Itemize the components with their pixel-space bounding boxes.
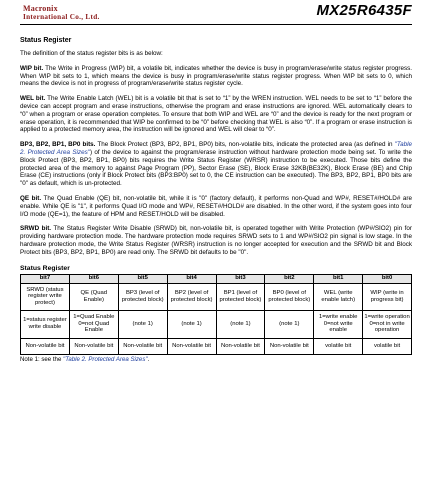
section-title: Status Register <box>20 37 72 44</box>
header-cell: bit4 <box>167 274 216 283</box>
table-cell: BP1 (level of protected block) <box>216 283 265 310</box>
wip-label: WIP bit. <box>20 64 44 72</box>
table-cell: (note 1) <box>265 310 314 338</box>
table-cell: WIP (write in progress bit) <box>363 283 412 310</box>
table-cell: (note 1) <box>216 310 265 338</box>
table-cell: 1=write enable 0=not write enable <box>314 310 363 338</box>
company-logo <box>23 4 100 22</box>
note-prefix: Note 1: see the <box>20 355 64 363</box>
table-cell: QE (Quad Enable) <box>69 283 118 310</box>
wel-paragraph <box>20 95 412 134</box>
table-row-values <box>21 310 412 338</box>
table-cell: Non-volatile bit <box>265 338 314 354</box>
bp-paragraph <box>20 141 412 188</box>
header-cell: bit0 <box>363 274 412 283</box>
table-cell: BP0 (level of protected block) <box>265 283 314 310</box>
page-header <box>20 0 412 26</box>
table-row-types <box>21 338 412 354</box>
table-cell: BP2 (level of protected block) <box>167 283 216 310</box>
table-cell: 1=Quad Enable 0=not Quad Enable <box>69 310 118 338</box>
note-suffix: . <box>147 355 150 363</box>
qe-paragraph <box>20 195 412 218</box>
intro-text: The definition of the status register bits is as below: <box>20 50 163 57</box>
table-cell: Non-volatile bit <box>21 338 70 354</box>
srwd-label: SRWD bit. <box>20 225 52 233</box>
srwd-paragraph <box>20 225 412 256</box>
table-cell: BP3 (level of protected block) <box>118 283 167 310</box>
header-cell: bit6 <box>69 274 118 283</box>
bp-table-link[interactable]: "Table 2. Protected Area Sizes" <box>20 141 412 156</box>
table-row-names <box>21 283 412 310</box>
bp-label: BP3, BP2, BP1, BP0 bits. <box>20 141 96 149</box>
table-cell: SRWD (status register write protect) <box>21 283 70 310</box>
table-cell: volatile bit <box>314 338 363 354</box>
header-cell: bit7 <box>21 274 70 283</box>
wel-label: WEL bit. <box>20 95 46 103</box>
wel-text: The Write Enable Latch (WEL) bit is a volatile bit that is set to “1” by the WREN instruction. WEL needs to be set to “1” before the device can accept program and erase instructions, otherwise the program and erase instructions are ignored. WEL automatically clears to “0” when a program or erase operation completes. To ensure that both WIP and WEL are “0” and the device is ready for the next program or erase operation, it is recommended that WIP be confirmed to be “0” before checking that WEL is also “0”. If a program or erase instruction is applied to a protected memory area, the instruction will be ignored and WEL will clear to “0”. <box>20 95 412 134</box>
brand-line-1: Macronix <box>23 4 58 13</box>
wip-text: The Write in Progress (WIP) bit, a volatile bit, indicates whether the device is busy in program/erase/write status register progress. When WIP bit sets to 1, which means the device is busy in program/erase/write status register progress. When WIP bit sets to 0, which means the device is not in progress of program/erase/write status register cycle. <box>20 64 412 88</box>
note-table-link[interactable]: "Table 2. Protected Area Sizes" <box>63 355 148 363</box>
table-header-row <box>21 274 412 283</box>
header-cell: bit2 <box>265 274 314 283</box>
header-cell: bit5 <box>118 274 167 283</box>
table-note <box>20 356 412 364</box>
srwd-text: The Status Register Write Disable (SRWD) bit, non-volatile bit, is operated together with Write Protection (WP#/SIO2) pin for providing hardware protection mode. The hardware protection mode requires SRWD sets to 1 and WP#/SIO2 pin signal is low stage. In the hardware protection mode, the Write Status Register (WRSR) instruction is no longer accepted for execution and the SRWD bit and Block Protect bits (BP3, BP2, BP1, BP0) are read only. The SRWD bit defaults to be "0". <box>20 225 412 256</box>
part-number: MX25R6435F <box>316 2 412 19</box>
table-cell: (note 1) <box>167 310 216 338</box>
header-cell: bit3 <box>216 274 265 283</box>
table-cell: 1=write operation 0=not in write operation <box>363 310 412 338</box>
header-rule <box>20 24 412 25</box>
status-register-table <box>20 274 412 355</box>
bp-text-a: The Block Protect (BP3, BP2, BP1, BP0) bits, non-volatile bits, indicate the protected area (as defined in <box>95 141 395 149</box>
header-cell: bit1 <box>314 274 363 283</box>
wip-paragraph <box>20 65 412 88</box>
table-cell: Non-volatile bit <box>118 338 167 354</box>
table-cell: Non-volatile bit <box>69 338 118 354</box>
table-cell: 1=status register write disable <box>21 310 70 338</box>
table-cell: volatile bit <box>363 338 412 354</box>
bp-text-b: ) of the device to against the program/erase instruction without hardware protection mode being set. To write the Block Protect (BP3, BP2, BP1, BP0) bits requires the Write Status Register (WRSR) instruction to be executed. Those bits define the protected area of the memory to against Page Program (PP), Sector Erase (SE), Block Erase 32KB(BE32K), Block Erase (BE) and Chip Erase (CE) instructions (only if Block Protect bits (BP3:BP0) set to 0, the CE instruction can be executed). The BP3, BP2, BP1, BP0 bits are "0" as default, which is un-protected. <box>20 148 412 188</box>
brand-line-2: International Co., Ltd. <box>23 13 100 21</box>
table-cell: Non-volatile bit <box>216 338 265 354</box>
table-cell: Non-volatile bit <box>167 338 216 354</box>
qe-label: QE bit. <box>20 194 42 202</box>
qe-text: The Quad Enable (QE) bit, non-volatile bit, while it is "0" (factory default), it performs non-Quad and WP#, RESET#/HOLD# are enable. While QE is "1", it performs Quad I/O mode and WP#, RESET#/HOLD# are disabled. In the other word, if the system goes into four I/O mode (QE=1), the feature of HPM and RESET/HOLD will be disabled. <box>20 194 412 218</box>
table-cell: WEL (write enable latch) <box>314 283 363 310</box>
table-title: Status Register <box>20 264 70 272</box>
table-cell: (note 1) <box>118 310 167 338</box>
